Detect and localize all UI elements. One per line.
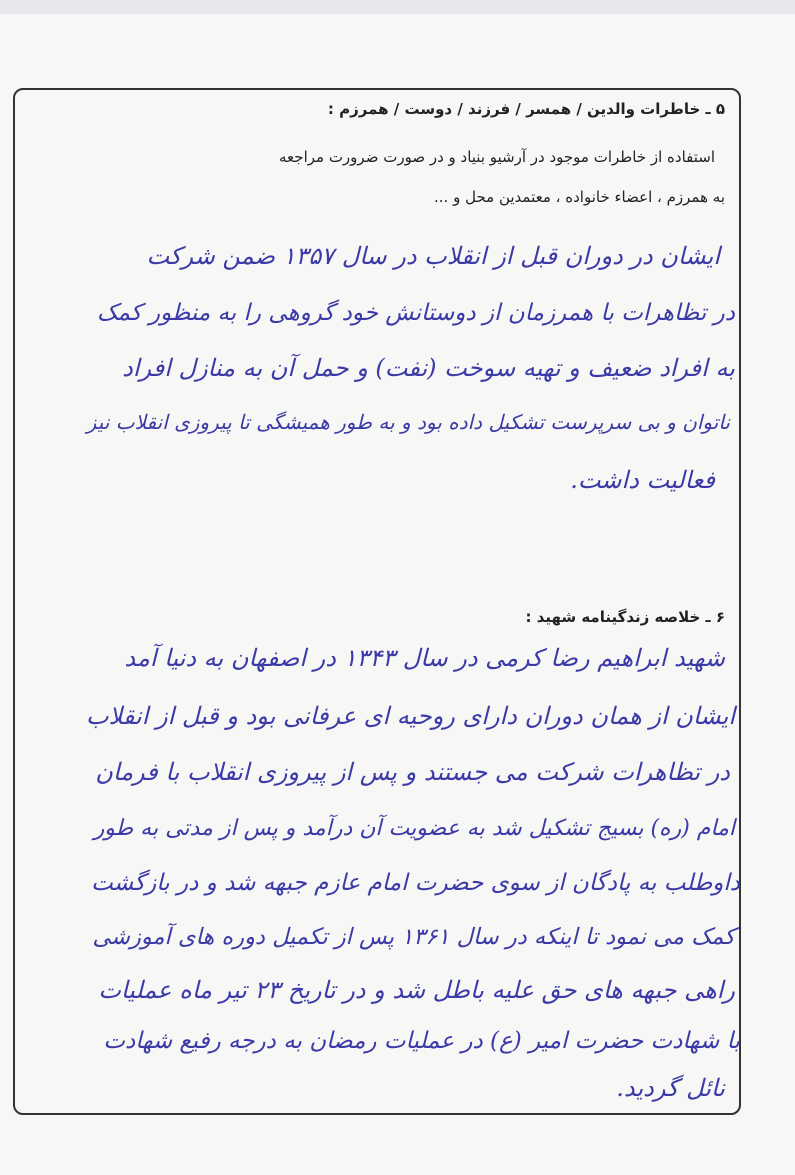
section5-handwritten-line: ناتوان و بی سرپرست تشکیل داده بود و به طور همیشگی تا پیروزی انقلاب نیز [86,410,730,434]
section6-handwritten-line: با شهادت حضرت امیر (ع) در عملیات رمضان به درجه رفیع شهادت [103,1028,740,1054]
section6-handwritten-line: در تظاهرات شرکت می جستند و پس از پیروزی انقلاب با فرمان [95,758,730,786]
section6-heading: ۶ ـ خلاصه زندگینامه شهید : [525,608,725,626]
section6-handwritten-line: کمک می نمود تا اینکه در سال ۱۳۶۱ پس از تکمیل دوره های آموزشی [92,924,735,950]
section5-handwritten-line: به افراد ضعیف و تهیه سوخت (نفت) و حمل آن به منازل افراد [122,354,735,382]
section5-instruction-line1: استفاده از خاطرات موجود در آرشیو بنیاد و در صورت ضرورت مراجعه [279,148,715,166]
scan-top-edge [0,0,795,14]
section6-handwritten-line: ایشان از همان دوران دارای روحیه ای عرفانی بود و قبل از انقلاب [85,702,735,730]
section5-heading: ۵ ـ خاطرات والدین / همسر / فرزند / دوست / همرزم : [327,100,725,118]
section6-handwritten-line: راهی جبهه های حق علیه باطل شد و در تاریخ ۲۳ تیر ماه عملیات [98,976,735,1004]
section6-handwritten-line: داوطلب به پادگان از سوی حضرت امام عازم جبهه شد و در بازگشت [91,870,740,896]
section6-handwritten-line: نائل گردید. [616,1074,725,1102]
section6-handwritten-line: امام (ره) بسیج تشکیل شد به عضویت آن درآمد و پس از مدتی به طور [93,816,735,841]
section5-handwritten-line: در تظاهرات با همرزمان از دوستانش خود گروهی را به منظور کمک [96,300,735,326]
section6-handwritten-line: شهید ابراهیم رضا کرمی در سال ۱۳۴۳ در اصفهان به دنیا آمد [124,644,725,672]
section5-handwritten-line: فعالیت داشت. [570,466,715,494]
section5-handwritten-line: ایشان در دوران قبل از انقلاب در سال ۱۳۵۷ ضمن شرکت [146,242,720,270]
section5-instruction-line2: به همرزم ، اعضاء خانواده ، معتمدین محل و ... [434,188,725,206]
